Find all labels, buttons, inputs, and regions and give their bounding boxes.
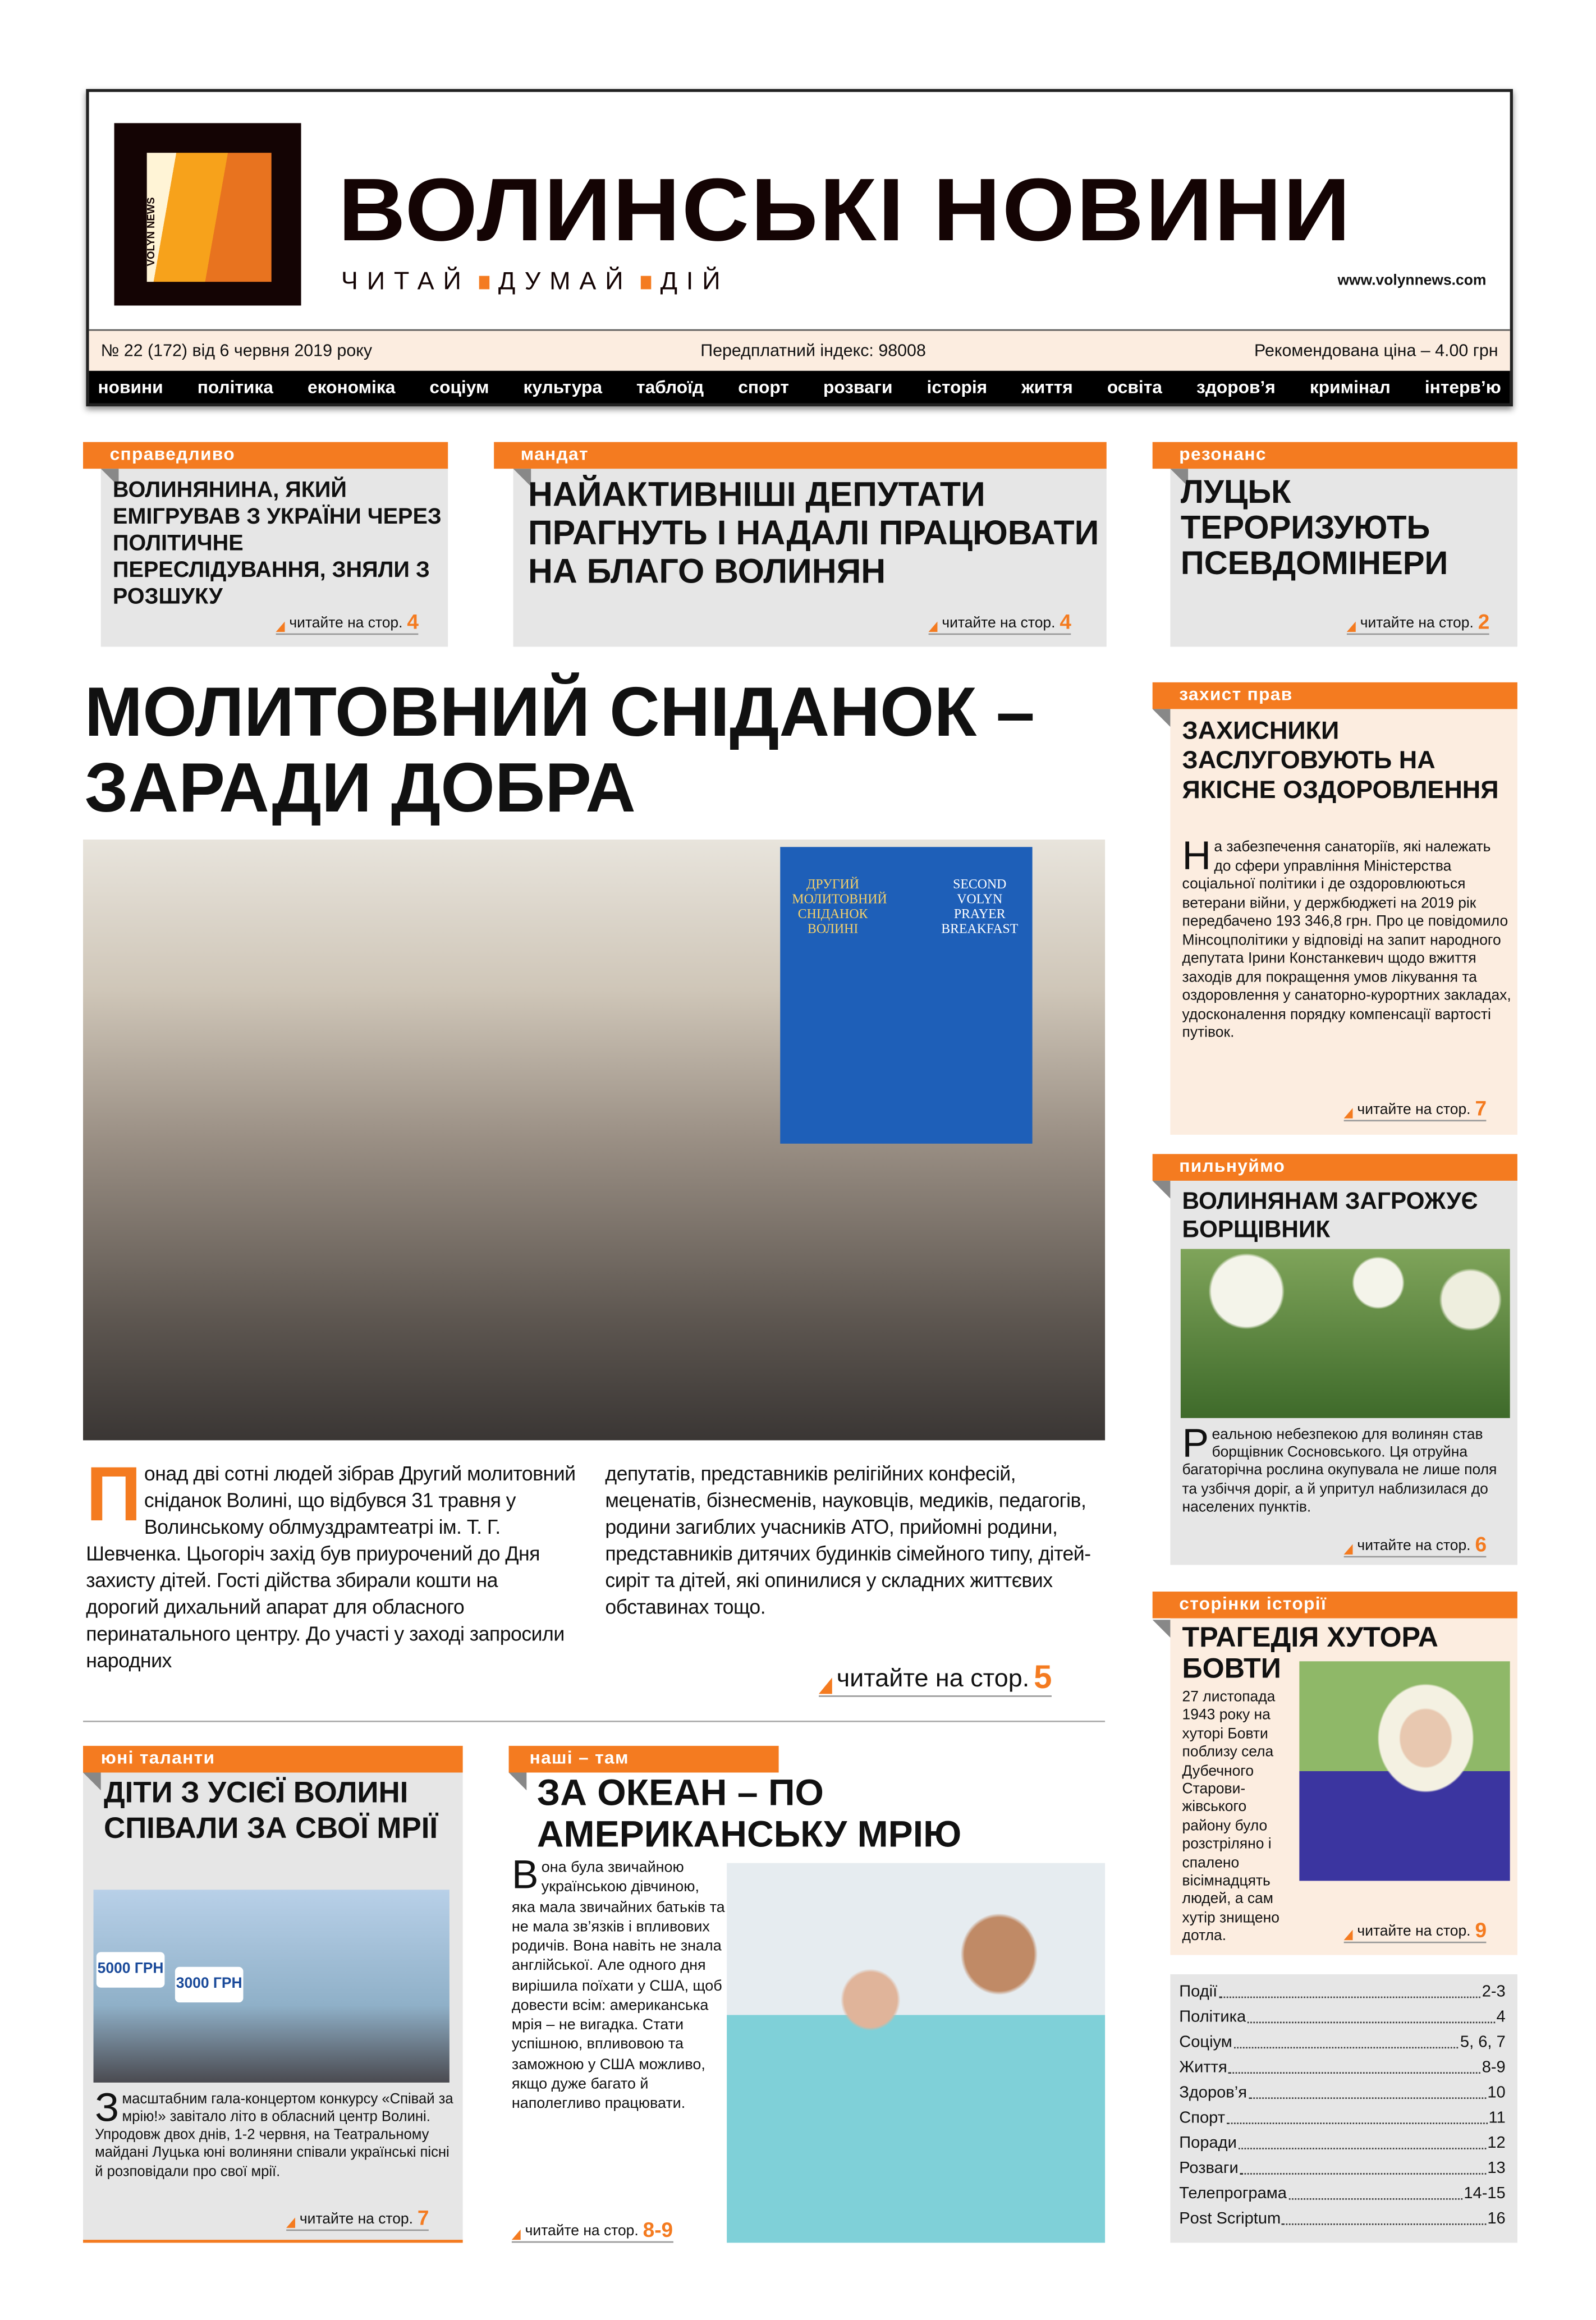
read-more-text: читайте на стор.: [836, 1664, 1030, 1693]
index-pages: 4: [1496, 2008, 1506, 2026]
masthead: [86, 89, 1513, 407]
triangle-icon: [929, 621, 938, 632]
issue-number: № 22 (172) від 6 червня 2019 року: [100, 342, 373, 360]
read-more-link[interactable]: [1344, 1098, 1487, 1121]
index-pages: 10: [1487, 2084, 1506, 2102]
index-section: Соціум: [1179, 2033, 1232, 2052]
read-more-link[interactable]: [1344, 1919, 1487, 1943]
read-more-text: читайте на стор.: [1357, 1924, 1471, 1941]
nav-item[interactable]: культура: [523, 377, 603, 398]
fold-corner-icon: [1153, 709, 1171, 727]
index-pages: 2-3: [1482, 1983, 1506, 2001]
page-number: 8-9: [643, 2217, 673, 2241]
index-pages: 11: [1488, 2109, 1506, 2128]
main-text-col2: депутатів, представників релігійних конфесій, меценатів, бізнесменів, науковців, медиків, педагогів, родини загиблих учасників АТО, прийомні родини, представників дитячих будинків сімейного типу, дітей-сиріт та дітей, які опинилися у складних життєвих обставинах тощо.: [605, 1462, 1091, 1619]
drop-cap: П: [86, 1452, 141, 1538]
nav-item[interactable]: економіка: [307, 377, 396, 398]
main-photo: [83, 840, 1105, 1440]
nav-item[interactable]: новини: [98, 377, 163, 398]
nav-item[interactable]: життя: [1021, 377, 1073, 398]
bottom-label: юні таланти: [83, 1746, 463, 1773]
index-section: Поради: [1179, 2134, 1237, 2153]
nav-item[interactable]: здоров’я: [1196, 377, 1276, 398]
leader-dots: [1248, 2005, 1495, 2023]
teaser-headline[interactable]: НАЙАКТИВНІШІ ДЕПУТАТИ ПРАГНУТЬ І НАДАЛІ ПРАЦЮВАТИ НА БЛАГО ВОЛИНЯН: [528, 474, 1099, 590]
index-section: Post Scriptum: [1179, 2210, 1281, 2228]
read-more-text: читайте на стор.: [299, 2211, 413, 2228]
bottom-body: она була звичайною українською дівчиною, яка мала звичайних батьків та не мала зв’язків і впливових родичів. Вона навіть не знала англійської. Але одного дня вирішила поїхати у США, щоб довести всім: американська мрія – не вигадка. Стати успішною, впливовою та заможною у США можливо, якщо дуже багато й наполегливо працювати.: [511, 1860, 725, 2112]
section-nav: [89, 371, 1510, 404]
index-row[interactable]: [1179, 2182, 1505, 2207]
bottom-headline[interactable]: ЗА ОКЕАН – ПО АМЕРИКАНСЬКУ МРІЮ: [536, 1772, 962, 1856]
side-label: пильнуймо: [1153, 1154, 1517, 1181]
index-section: Телепрограма: [1179, 2185, 1287, 2203]
bottom-text: [95, 2085, 454, 2181]
triangle-icon: [1347, 621, 1356, 632]
slogan: [341, 267, 730, 297]
triangle-icon: [1344, 1108, 1353, 1118]
index-section: Події: [1179, 1983, 1218, 2001]
index-pages: 8-9: [1482, 2058, 1506, 2077]
hogweed-photo: [1181, 1249, 1510, 1418]
kids-photo: [94, 1890, 450, 2083]
issue-info-bar: [89, 329, 1510, 371]
index-pages: 13: [1487, 2159, 1506, 2178]
nav-item[interactable]: інтерв’ю: [1424, 377, 1501, 398]
triangle-icon: [276, 621, 285, 632]
read-more-link[interactable]: [286, 2207, 429, 2231]
nav-item[interactable]: історія: [927, 377, 988, 398]
certificate-text: 5000 ГРН: [97, 1952, 165, 1987]
index-row[interactable]: [1179, 1980, 1505, 2006]
page-number: 2: [1478, 609, 1490, 634]
page-number: 4: [407, 609, 419, 634]
page-number: 5: [1034, 1658, 1052, 1696]
leader-dots: [1240, 2157, 1485, 2175]
index-row[interactable]: [1179, 2030, 1505, 2056]
drop-cap: В: [511, 1853, 539, 1897]
page-number: 9: [1475, 1918, 1487, 1942]
index-row[interactable]: [1179, 2081, 1505, 2106]
index-section: Розваги: [1179, 2159, 1239, 2178]
fold-corner-icon: [83, 1773, 101, 1791]
certificate-text: 3000 ГРН: [175, 1967, 244, 2002]
index-row[interactable]: [1179, 2131, 1505, 2157]
nav-item[interactable]: кримінал: [1309, 377, 1391, 398]
teaser-label: мандат: [494, 442, 1107, 469]
index-pages: 12: [1487, 2134, 1506, 2153]
index-row[interactable]: [1179, 2157, 1505, 2182]
index-row[interactable]: [1179, 2056, 1505, 2081]
side-label: сторінки історії: [1153, 1592, 1517, 1619]
triangle-icon: [1344, 1930, 1353, 1941]
index-pages: 16: [1487, 2210, 1506, 2228]
bottom-headline[interactable]: ДІТИ З УСІЄЇ ВОЛИНІ СПІВАЛИ ЗА СВОЇ МРІЇ: [104, 1777, 438, 1845]
read-more-text: читайте на стор.: [525, 2223, 639, 2240]
index-row[interactable]: [1179, 2005, 1505, 2030]
index-row[interactable]: [1179, 2106, 1505, 2131]
divider: [83, 1721, 1105, 1722]
index-pages: 14-15: [1464, 2185, 1506, 2203]
nav-item[interactable]: політика: [197, 377, 273, 398]
triangle-icon: [1344, 1544, 1353, 1555]
price: Рекомендована ціна – 4.00 грн: [1254, 342, 1498, 360]
side-text: [1182, 1421, 1512, 1517]
leader-dots: [1233, 2030, 1459, 2048]
logo: [114, 123, 301, 305]
fold-corner-icon: [1153, 1181, 1171, 1199]
nav-item[interactable]: спорт: [738, 377, 789, 398]
triangle-icon: [286, 2217, 295, 2228]
fold-corner-icon: [509, 1773, 527, 1791]
triangle-icon: [819, 1677, 832, 1694]
leader-dots: [1288, 2182, 1462, 2200]
banner-text: SECOND VOLYN PRAYER BREAKFAST: [941, 877, 1019, 936]
slogan-word: ЧИТАЙ: [341, 267, 470, 295]
read-more-text: читайте на стор.: [289, 615, 403, 632]
index-section: Здоров’я: [1179, 2084, 1247, 2102]
fold-corner-icon: [1153, 1620, 1171, 1638]
main-text-col1: [86, 1452, 576, 1674]
page-number: 4: [1060, 609, 1071, 634]
drop-cap: Р: [1182, 1421, 1209, 1466]
leader-dots: [1227, 2106, 1487, 2124]
side-body: 27 листопада 1943 року на хуторі Бовти поблизу села Дубечного Старови-жівського району було розстріляно і спалено вісімнадцять людей, а сам хутір знищено дотла.: [1182, 1689, 1279, 1945]
leader-dots: [1228, 2056, 1480, 2074]
main-headline[interactable]: МОЛИТОВНИЙ СНІДАНОК – ЗАРАДИ ДОБРА: [84, 672, 1035, 826]
teaser-label: справедливо: [83, 442, 448, 469]
read-more-link[interactable]: [819, 1658, 1052, 1697]
teaser-headline[interactable]: ВОЛИНЯНИНА, ЯКИЙ ЕМІГРУВАВ З УКРАЇНИ ЧЕРЕЗ ПОЛІТИЧНЕ ПЕРЕСЛІДУВАННЯ, ЗНЯЛИ З РОЗШУКУ: [112, 478, 442, 610]
teaser-label: резонанс: [1153, 442, 1517, 469]
logo-text: VOLYN NEWS: [146, 197, 158, 267]
bottom-text: [511, 1853, 727, 2114]
contents-index: [1170, 1974, 1517, 2243]
read-more-text: читайте на стор.: [1357, 1538, 1471, 1555]
elderly-woman-photo: [1299, 1661, 1510, 1881]
banner-text: ДРУГИЙ МОЛИТОВНИЙ СНІДАНОК ВОЛИНІ: [792, 877, 887, 936]
index-row[interactable]: [1179, 2207, 1505, 2232]
read-more-link[interactable]: [276, 611, 419, 635]
read-more-link[interactable]: [1344, 1534, 1487, 1557]
index-section: Спорт: [1179, 2109, 1226, 2128]
slogan-word: ДУМАЙ: [498, 267, 632, 295]
leader-dots: [1219, 1980, 1480, 1998]
side-headline[interactable]: ВОЛИНЯНАМ ЗАГРОЖУЄ БОРЩІВНИК: [1182, 1189, 1478, 1244]
side-body: а забезпечення санаторіїв, які належать до сфери управління Міністерства соціальної політики і де оздоровлюються ветерани війни, у держбюджеті на 2019 рік передбачено 193 346,8 грн. Про це повідомило Мінсоцполітики у відповіді на запит народного депутата Ірини Констанкевич щодо вжиття заходів для покращення умов лікування та оздоровлення у санаторно-курортних закладах, удосконалення порядку компенсації вартості путівок.: [1182, 839, 1511, 1042]
couple-photo: [727, 1863, 1105, 2243]
leader-dots: [1282, 2207, 1486, 2225]
nav-item[interactable]: освіта: [1107, 377, 1162, 398]
read-more-text: читайте на стор.: [1357, 1102, 1471, 1118]
read-more-text: читайте на стор.: [942, 615, 1056, 632]
side-label: захист прав: [1153, 682, 1517, 709]
read-more-link[interactable]: [929, 611, 1071, 635]
index-pages: 5, 6, 7: [1460, 2033, 1506, 2052]
nav-item[interactable]: соціум: [429, 377, 489, 398]
side-headline[interactable]: ТРАГЕДІЯ ХУТОРА БОВТИ: [1182, 1622, 1438, 1685]
leader-dots: [1249, 2081, 1486, 2099]
website-link[interactable]: www.volynnews.com: [1337, 273, 1487, 290]
index-section: Політика: [1179, 2008, 1246, 2026]
leader-dots: [1239, 2131, 1486, 2149]
side-body: еальною небезпекою для волинян став борщівник Сосновського. Ця отруйна багаторічна рослина окупувала не лише поля та узбіччя доріг, а й упритул наблизилася до населених пунктів.: [1182, 1427, 1497, 1516]
subscription-index: Передплатний індекс: 98008: [700, 342, 926, 360]
page-number: 7: [417, 2206, 429, 2230]
bottom-label: наші – там: [509, 1746, 779, 1773]
bottom-body: масштабним гала-концертом конкурсу «Співай за мрію!» завітало літо в обласний центр Волині. Упродовж двох днів, 1-2 червня, на Театральному майдані Луцька юні волиняни співали українські пісні й розповідали про свої мрії.: [95, 2091, 453, 2180]
read-more-link[interactable]: [512, 2219, 673, 2243]
page-number: 7: [1475, 1096, 1487, 1120]
nav-item[interactable]: розваги: [823, 377, 893, 398]
slogan-word: ДІЙ: [660, 267, 730, 295]
page-number: 6: [1475, 1532, 1487, 1556]
triangle-icon: [512, 2230, 521, 2240]
side-text: [1182, 833, 1512, 1043]
side-headline[interactable]: ЗАХИСНИКИ ЗАСЛУГОВУЮТЬ НА ЯКІСНЕ ОЗДОРОВЛЕННЯ: [1182, 716, 1499, 804]
index-section: Життя: [1179, 2058, 1227, 2077]
teaser-headline[interactable]: ЛУЦЬК ТЕРОРИЗУЮТЬ ПСЕВДОМІНЕРИ: [1180, 473, 1448, 583]
newspaper-title: ВОЛИНСЬКІ НОВИНИ: [338, 160, 1352, 260]
main-text: онад дві сотні людей зібрав Другий молитовний сніданок Волині, що відбувся 31 травня у Волинському облмуздрамтеатрі ім. Т. Г. Шевченка. Цьогоріч захід був приурочений до Дня захисту дітей. Гості дійства збирали кошти на дорогий дихальний апарат для обласного перинатального центру. До участі у заході запросили народних: [86, 1462, 576, 1671]
read-more-text: читайте на стор.: [1360, 615, 1474, 632]
drop-cap: З: [95, 2085, 120, 2130]
read-more-link[interactable]: [1347, 611, 1489, 635]
drop-cap: Н: [1182, 833, 1212, 878]
nav-item[interactable]: таблоїд: [636, 377, 704, 398]
